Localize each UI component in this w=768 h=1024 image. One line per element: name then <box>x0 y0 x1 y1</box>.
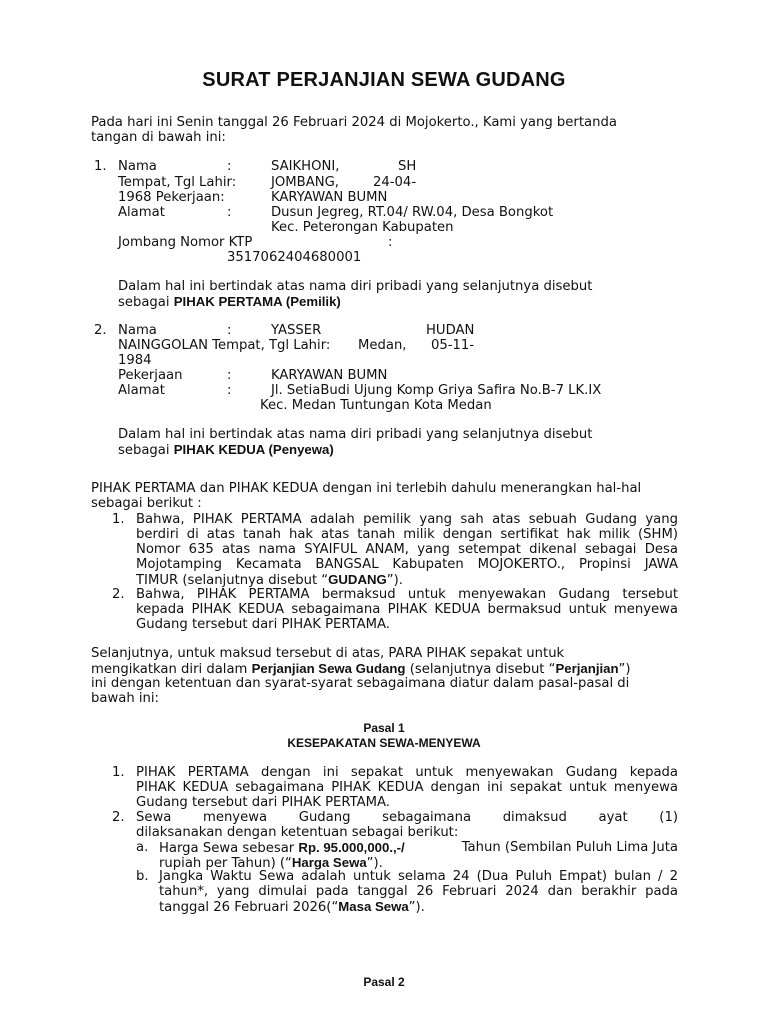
party2-job-value: KARYAWAN BUMN <box>271 368 388 383</box>
pasal-1-item-2b-line-1: Jangka Waktu Sewa adalah untuk selama 24 (Dua Puluh Empat) bulan / 2 <box>159 869 678 884</box>
pasal-1-item-1-line-2: PIHAK KEDUA sebagaimana PIHAK KEDUA dengan ini sepakat untuk menyewa <box>136 780 678 795</box>
party2-statement-line-1: Dalam hal ini bertindak atas nama diri pribadi yang selanjutnya disebut <box>118 427 593 442</box>
recital-line-1: PIHAK PERTAMA dan PIHAK KEDUA dengan ini terlebih dahulu menerangkan hal-hal <box>91 481 642 496</box>
party1-name-title: SH <box>398 159 417 174</box>
party1-name-value: SAIKHONI, <box>271 159 340 174</box>
pasal-1-item-1-line-1: PIHAK PERTAMA dengan ini sepakat untuk menyewakan Gudang kepada <box>136 765 678 780</box>
party2-job-colon: : <box>227 368 232 383</box>
party2-birth-place: Medan, <box>358 338 407 353</box>
party1-role: PIHAK PERTAMA (Pemilik) <box>173 294 341 309</box>
pasal-1-item-2-number: 2. <box>112 810 125 825</box>
recital-item-1-line-5: TIMUR (selanjutnya disebut “GUDANG”). <box>136 572 403 588</box>
agreement-line-2: mengikatkan diri dalam Perjanjian Sewa Gudang (selanjutnya disebut “Perjanjian”) <box>91 661 631 677</box>
pasal-1-item-1-line-3: Gudang tersebut dari PIHAK PERTAMA. <box>136 795 390 810</box>
party1-birth-date: 24-04- <box>373 175 417 190</box>
agreement-line-1: Selanjutnya, untuk maksud tersebut di atas, PARA PIHAK sepakat untuk <box>91 646 565 661</box>
party2-address-line-2: Kec. Medan Tuntungan Kota Medan <box>260 398 492 413</box>
recital-item-2-line-1: Bahwa, PIHAK PERTAMA bermaksud untuk menyewakan Gudang tersebut <box>136 587 678 602</box>
party2-statement-line-2: sebagai PIHAK KEDUA (Penyewa) <box>118 442 334 458</box>
party2-name-colon: : <box>227 323 232 338</box>
agreement-line-3: ini dengan ketentuan dan syarat-syarat sebagaimana diatur dalam pasal-pasal di <box>91 676 630 691</box>
intro-line-2: tangan di bawah ini: <box>91 130 226 145</box>
party1-address-value: Dusun Jegreg, RT.04/ RW.04, Desa Bongkot <box>271 205 554 220</box>
recital-item-1-line-1: Bahwa, PIHAK PERTAMA adalah pemilik yang sah atas sebuah Gudang yang <box>136 512 678 527</box>
pasal-2-heading: Pasal 2 <box>363 975 405 989</box>
pasal-1-item-2b-line-3: tanggal 26 Februari 2026(“Masa Sewa”). <box>159 899 425 915</box>
party1-name-colon: : <box>227 159 232 174</box>
party1-ktp-value: 3517062404680001 <box>227 250 362 265</box>
party1-address-line-2: Kec. Peterongan Kabupaten <box>271 220 454 235</box>
party1-name-label: Nama <box>118 159 157 174</box>
party1-statement-line-2: sebagai PIHAK PERTAMA (Pemilik) <box>118 294 341 310</box>
party2-number: 2. <box>94 323 107 338</box>
party1-address-colon: : <box>227 205 232 220</box>
agreement-title-term: Perjanjian Sewa Gudang <box>251 661 406 676</box>
party2-birth-date: 05-11- <box>431 338 475 353</box>
party2-address-value: Jl. SetiaBudi Ujung Komp Griya Safira No.B-7 LK.IX <box>271 383 602 398</box>
harga-sewa-term: Harga Sewa <box>291 855 367 870</box>
party1-statement-line-1: Dalam hal ini bertindak atas nama diri pribadi yang selanjutnya disebut <box>118 279 593 294</box>
recital-item-2-number: 2. <box>112 587 125 602</box>
party1-birth-label: Tempat, Tgl Lahir: <box>118 175 237 190</box>
agreement-line-4: bawah ini: <box>91 691 159 706</box>
recital-item-2-line-2: kepada PIHAK KEDUA sebagaimana PIHAK KEDUA bermaksud untuk menyewa <box>136 602 678 617</box>
party2-address-label: Alamat <box>118 383 165 398</box>
pasal-1-item-2a-label: a. <box>136 840 149 855</box>
party1-birth-place: JOMBANG, <box>271 175 339 190</box>
masa-sewa-term: Masa Sewa <box>338 899 409 914</box>
harga-sewa-amount: Rp. 95.000,000.,-/ <box>298 840 405 855</box>
pasal-1-item-2b-label: b. <box>136 869 149 884</box>
recital-item-1-line-4: Mojotamping Kecamata BANGSAL Kabupaten MOJOKERTO., Propinsi JAWA <box>136 557 678 572</box>
pasal-1-item-2-line-2: dilaksanakan dengan ketentuan sebagai berikut: <box>136 825 459 840</box>
recital-item-1-line-2: berdiri di atas tanah hak atas tanah milik dengan sertifikat hak milik (SHM) <box>136 527 678 542</box>
party2-name-value-2: HUDAN <box>426 323 475 338</box>
pasal-1-item-2a-line-2: rupiah per Tahun) (“Harga Sewa”). <box>159 855 383 871</box>
pasal-1-heading: Pasal 1 <box>363 721 405 735</box>
pasal-1-subheading: KESEPAKATAN SEWA-MENYEWA <box>287 736 481 750</box>
party2-address-colon: : <box>227 383 232 398</box>
agreement-short-term: Perjanjian <box>555 661 619 676</box>
party1-address-label: Alamat <box>118 205 165 220</box>
party2-role: PIHAK KEDUA (Penyewa) <box>173 442 334 457</box>
gudang-term: GUDANG <box>328 572 387 587</box>
party2-birth-year: 1984 <box>118 353 152 368</box>
recital-line-2: sebagai berikut : <box>91 496 202 511</box>
recital-item-1-number: 1. <box>112 512 125 527</box>
pasal-1-item-1-number: 1. <box>112 765 125 780</box>
pasal-1-item-2b-line-2: tahun*, yang dimulai pada tanggal 26 Februari 2024 dan berakhir pada <box>159 884 678 899</box>
pasal-1-item-2a-line-1: Harga Sewa sebesar Rp. 95.000,000.,-/ Tahun (Sembilan Puluh Lima Juta <box>159 840 678 856</box>
intro-line-1: Pada hari ini Senin tanggal 26 Februari 2024 di Mojokerto., Kami yang bertanda <box>91 115 617 130</box>
party1-job-label: 1968 Pekerjaan: <box>118 190 225 205</box>
party1-job-value: KARYAWAN BUMN <box>271 190 388 205</box>
party2-birth-label: NAINGGOLAN Tempat, Tgl Lahir: <box>118 338 331 353</box>
party2-name-value: YASSER <box>271 323 322 338</box>
pasal-1-item-2-line-1: Sewa menyewa Gudang sebagaimana dimaksud ayat (1) <box>136 810 678 825</box>
party1-ktp-colon: : <box>388 235 393 250</box>
document-title: SURAT PERJANJIAN SEWA GUDANG <box>202 69 566 91</box>
party1-ktp-label: Jombang Nomor KTP <box>118 235 253 250</box>
party1-number: 1. <box>94 159 107 174</box>
party2-name-label: Nama <box>118 323 157 338</box>
party2-job-label: Pekerjaan <box>118 368 183 383</box>
recital-item-2-line-3: Gudang tersebut dari PIHAK PERTAMA. <box>136 617 390 632</box>
recital-item-1-line-3: Nomor 635 atas nama SYAIFUL ANAM, yang setempat dikenal sebagai Desa <box>136 542 678 557</box>
